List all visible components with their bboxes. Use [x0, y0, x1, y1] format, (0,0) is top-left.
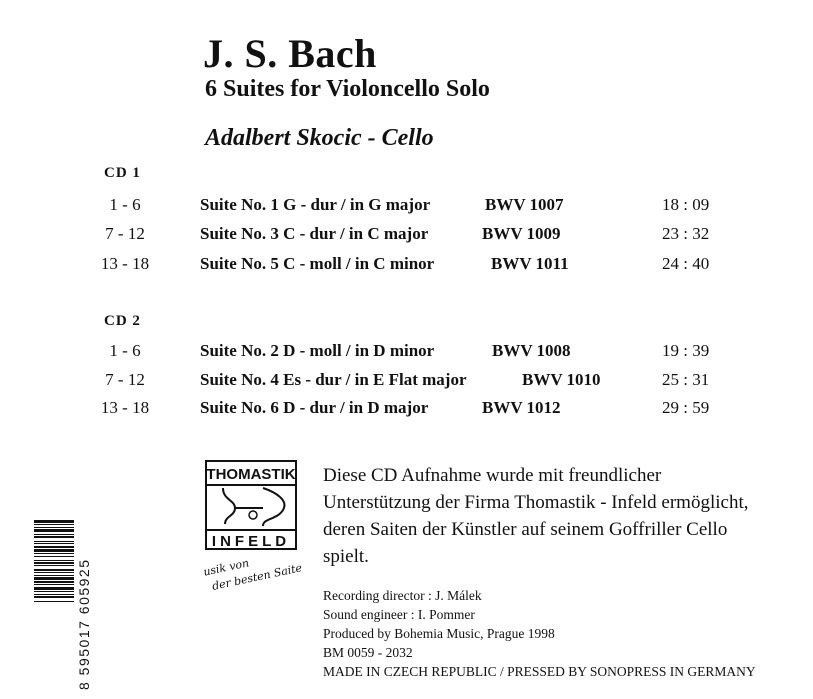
barcode-bar	[34, 584, 74, 585]
track-duration: 24 : 40	[662, 254, 710, 273]
barcode-bar	[34, 543, 74, 544]
suite-title: Suite No. 5 C - moll / in C minor	[200, 254, 435, 273]
barcode-bar	[34, 534, 74, 535]
manufacture-note: MADE IN CZECH REPUBLIC / PRESSED BY SONOPRESS IN GERMANY	[323, 664, 756, 679]
track-range: 1 - 6	[109, 195, 141, 214]
barcode-bar	[34, 575, 74, 576]
bwv-number: BWV 1007	[485, 195, 564, 214]
barcode	[34, 520, 74, 690]
barcode-bar	[34, 565, 74, 566]
barcode-bar	[34, 529, 74, 532]
track-range: 7 - 12	[105, 224, 145, 243]
credit-recording-director: Recording director : J. Málek	[323, 588, 482, 603]
barcode-bar	[34, 601, 74, 602]
barcode-bar	[34, 587, 74, 590]
track-duration: 25 : 31	[662, 370, 710, 389]
cd1-label: CD 1	[104, 165, 141, 181]
violin-scroll-icon	[203, 460, 303, 590]
barcode-bar	[34, 549, 74, 552]
thomastik-infeld-logo	[203, 460, 303, 590]
cd2-label: CD 2	[104, 313, 141, 329]
logo-slogan-2: der besten Saite!	[210, 560, 303, 590]
track-range: 7 - 12	[105, 370, 145, 389]
barcode-bar	[34, 524, 74, 525]
barcode-bar	[34, 562, 74, 564]
barcode-bar	[34, 541, 74, 542]
barcode-bar	[34, 591, 74, 592]
barcode-digits: 8 595017 605925	[76, 558, 92, 690]
bwv-number: BWV 1012	[482, 398, 561, 417]
track-range: 13 - 18	[100, 398, 150, 417]
suite-title: Suite No. 1 G - dur / in G major	[200, 195, 431, 214]
bwv-number: BWV 1011	[491, 254, 569, 273]
barcode-bar	[34, 560, 74, 561]
barcode-bar	[34, 520, 74, 523]
barcode-bar	[34, 546, 74, 548]
barcode-bar	[34, 527, 74, 528]
barcode-bar	[34, 581, 74, 583]
credit-producer: Produced by Bohemia Music, Prague 1998	[323, 626, 555, 641]
catalog-number: BM 0059 - 2032	[323, 645, 413, 660]
track-range: 1 - 6	[109, 341, 141, 360]
barcode-bar	[34, 569, 74, 571]
composer-title: J. S. Bach	[203, 31, 377, 76]
suite-title: Suite No. 6 D - dur / in D major	[200, 398, 429, 417]
performer-name: Adalbert Skocic - Cello	[205, 125, 434, 151]
barcode-bar	[34, 577, 74, 580]
track-duration: 23 : 32	[662, 224, 710, 243]
barcode-bar	[34, 596, 74, 598]
barcode-bar	[34, 556, 74, 557]
logo-bottom-text: INFELD	[211, 533, 291, 550]
barcode-bar	[34, 594, 74, 595]
suite-title: Suite No. 3 C - dur / in C major	[200, 224, 429, 243]
track-duration: 18 : 09	[662, 195, 710, 214]
suite-title: Suite No. 2 D - moll / in D minor	[200, 341, 435, 360]
barcode-bar	[34, 553, 74, 554]
sponsor-note: Diese CD Aufnahme wurde mit freundlicher Unterstützung der Firma Thomastik - Infeld ermöglicht, deren Saiten der Künstler auf seinem Goffriller Cello spielt.	[323, 465, 749, 567]
bwv-number: BWV 1008	[492, 341, 571, 360]
barcode-number	[76, 525, 90, 690]
barcode-bar	[34, 536, 74, 538]
bwv-number: BWV 1010	[522, 370, 601, 389]
track-duration: 29 : 59	[662, 398, 710, 417]
barcode-bar	[34, 572, 74, 573]
bwv-number: BWV 1009	[482, 224, 561, 243]
logo-slogan-1: Musik von	[203, 556, 251, 582]
track-range: 13 - 18	[100, 254, 150, 273]
logo-top-text: THOMASTIK	[206, 466, 296, 483]
credit-sound-engineer: Sound engineer : I. Pommer	[323, 607, 475, 622]
track-duration: 19 : 39	[662, 341, 710, 360]
work-title: 6 Suites for Violoncello Solo	[205, 76, 490, 102]
suite-title: Suite No. 4 Es - dur / in E Flat major	[200, 370, 467, 389]
